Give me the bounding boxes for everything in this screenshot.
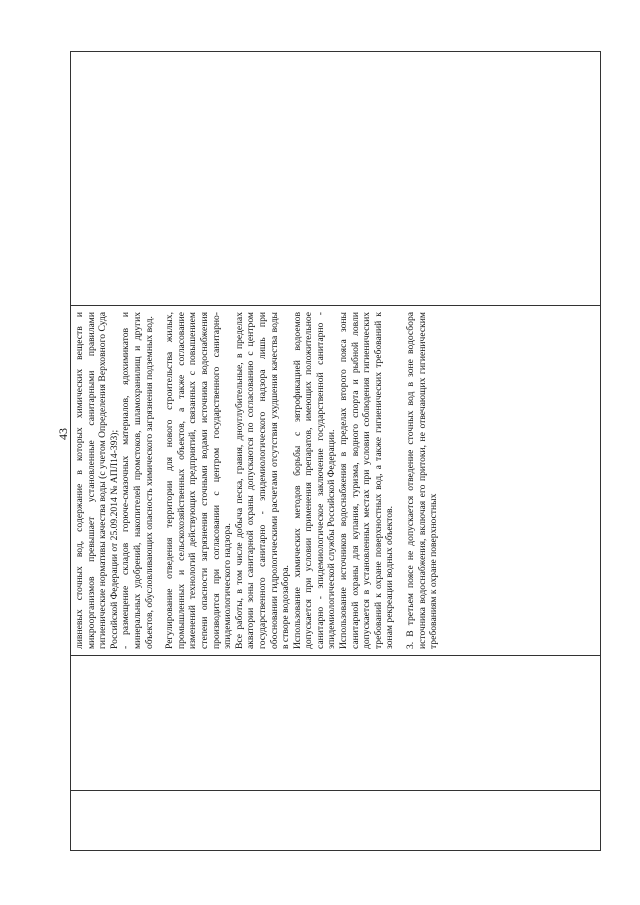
paragraph: Все работы, в том числе добыча песка, гравия, дноуглубительные, в пределах акватории зоны санитарной охраны допускаются по согласованию с центром государственного санитарно - эпидемиологического надзора лишь при обосновании гидрологическими расчетами отсутствия ухудшения качества воды в створе водозабора. <box>233 312 292 649</box>
paragraph: Регулирование отведения территории для нового строительства жилых, промышленных и сельскохозяйственных объектов, а также согласование изменений технологий действующих предприятий, связанных с повышением степени опасности загрязнения сточными водами источника водоснабжения производится при согласовании с центром государственного санитарно-эпидемиологического надзора. <box>164 312 234 649</box>
paragraph: ливневых сточных вод, содержание в которых химических веществ и микроорганизмов превышает установленные санитарными правилами гигиенические нормативы качества воды (с учетом Определения Верховного Суда Российской Федерации от 25.09.2014 № АПЛ14-393); <box>74 312 120 649</box>
rotated-table-wrapper <box>70 51 601 851</box>
paragraph: - размещение складов горюче-смазочных материалов, ядохимикатов и минеральных удобрений, накопителей промстоков, шламохранилищ и других объектов, обусловливающих опасность химического загрязнения подземных вод. <box>120 312 155 649</box>
paragraph: Использование источников водоснабжения в пределах второго пояса зоны санитарной охраны для купания, туризма, водного спорта и рыбной ловли допускается в установленных местах при условии соблюдения гигиенических требований к охране поверхностных вод, а также гигиенических требований к зонам рекреации водных объектов. <box>338 312 396 649</box>
paragraph: 3. В третьем поясе не допускается отведение сточных вод в зоне водосбора источника водоснабжения, включая его притоки, не отвечающих гигиеническим требованиям к охране поверхностных <box>405 312 440 649</box>
text-block-3 <box>405 312 440 649</box>
text-block-1 <box>74 312 155 649</box>
table-column-text <box>71 305 600 655</box>
table-column-1 <box>71 790 600 850</box>
page-number: 43 <box>56 428 70 440</box>
table-column-2 <box>71 655 600 790</box>
paragraph: Использование химических методов борьбы с эвтрофикацией водоемов допускается при условии применения препаратов, имеющих положительное санитарно - эпидемиологическое заключение государственной санитарно - эпидемиологической службы Российской Федерации. <box>291 312 338 649</box>
text-block-2 <box>164 312 396 649</box>
table-column-4 <box>71 52 600 305</box>
requirements-table <box>70 51 601 851</box>
